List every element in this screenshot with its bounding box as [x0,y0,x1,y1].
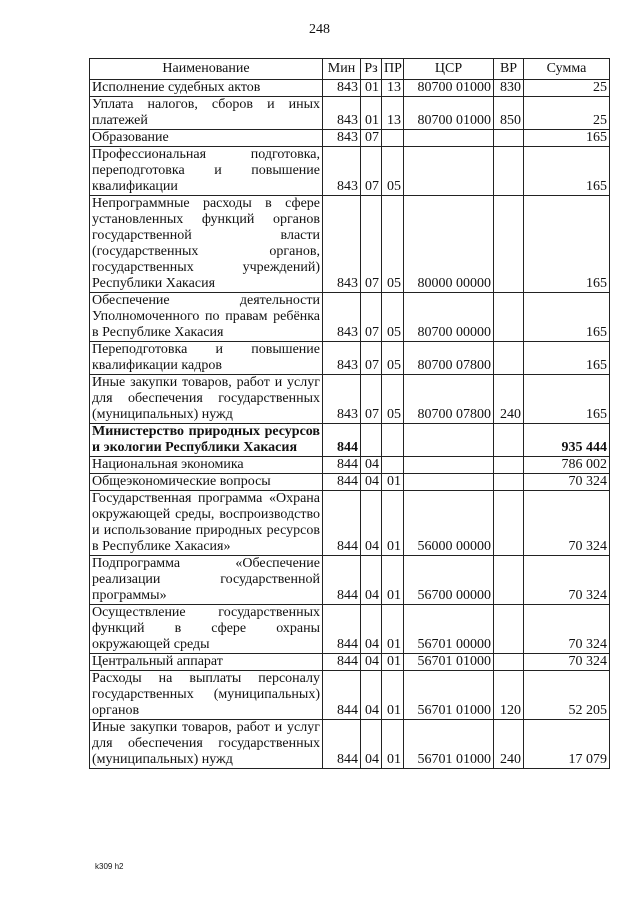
row-sum-cell: 70 324 [524,556,610,605]
row-name-cell: Иные закупки товаров, работ и услуг для обеспечения государственных (муниципальных) нужд [90,720,323,769]
row-pr-cell: 01 [382,474,404,491]
row-vr-cell [494,654,524,671]
header-vr: ВР [494,59,524,80]
table-row [90,556,610,605]
budget-table [89,58,610,769]
row-name-cell: Обеспечение деятельности Уполномоченного по правам ребёнка в Республике Хакасия [90,293,323,342]
row-rz-cell [361,424,382,457]
row-csr-cell: 80700 07800 [404,375,494,424]
row-csr-cell: 56700 00000 [404,556,494,605]
row-min-cell: 844 [323,424,361,457]
row-csr-cell: 80000 00000 [404,196,494,293]
table-header-row [90,59,610,80]
table-row [90,375,610,424]
row-rz-cell: 04 [361,556,382,605]
row-name-cell: Исполнение судебных актов [90,80,323,97]
row-sum-cell: 165 [524,196,610,293]
row-rz-cell: 04 [361,605,382,654]
row-min-cell: 843 [323,80,361,97]
table-row [90,605,610,654]
table-row [90,491,610,556]
row-pr-cell: 05 [382,342,404,375]
row-rz-cell: 07 [361,196,382,293]
row-name-cell: Иные закупки товаров, работ и услуг для обеспечения государственных (муниципальных) нужд [90,375,323,424]
row-rz-cell: 04 [361,720,382,769]
table-row [90,97,610,130]
row-name-cell: Национальная экономика [90,457,323,474]
row-min-cell: 843 [323,130,361,147]
footer-code: k309 h2 [95,862,124,871]
row-vr-cell [494,556,524,605]
row-pr-cell: 05 [382,375,404,424]
row-vr-cell: 120 [494,671,524,720]
row-pr-cell: 05 [382,293,404,342]
row-pr-cell [382,130,404,147]
row-vr-cell [494,147,524,196]
table-body [90,80,610,769]
table-row [90,424,610,457]
row-vr-cell [494,474,524,491]
row-csr-cell: 80700 01000 [404,80,494,97]
table-row [90,196,610,293]
row-csr-cell [404,147,494,196]
row-rz-cell: 07 [361,375,382,424]
row-csr-cell [404,457,494,474]
table-row [90,147,610,196]
row-csr-cell [404,474,494,491]
row-rz-cell: 01 [361,80,382,97]
row-min-cell: 843 [323,293,361,342]
row-name-cell: Министерство природных ресурсов и экологии Республики Хакасия [90,424,323,457]
row-sum-cell: 786 002 [524,457,610,474]
row-csr-cell: 80700 07800 [404,342,494,375]
row-sum-cell: 70 324 [524,474,610,491]
row-min-cell: 844 [323,720,361,769]
header-csr: ЦСР [404,59,494,80]
row-min-cell: 844 [323,671,361,720]
row-rz-cell: 04 [361,671,382,720]
row-csr-cell [404,424,494,457]
table-row [90,671,610,720]
row-pr-cell: 05 [382,147,404,196]
row-rz-cell: 07 [361,147,382,196]
row-sum-cell: 70 324 [524,491,610,556]
row-min-cell: 843 [323,342,361,375]
row-min-cell: 844 [323,474,361,491]
row-rz-cell: 04 [361,457,382,474]
row-pr-cell [382,457,404,474]
row-vr-cell [494,342,524,375]
row-pr-cell: 13 [382,80,404,97]
header-name: Наименование [90,59,323,80]
header-rz: Рз [361,59,382,80]
table-row [90,654,610,671]
row-csr-cell: 56701 01000 [404,720,494,769]
row-min-cell: 844 [323,457,361,474]
row-rz-cell: 01 [361,97,382,130]
header-pr: ПР [382,59,404,80]
row-vr-cell [494,130,524,147]
row-min-cell: 843 [323,375,361,424]
row-csr-cell: 56701 00000 [404,605,494,654]
row-sum-cell: 52 205 [524,671,610,720]
row-rz-cell: 04 [361,491,382,556]
row-sum-cell: 935 444 [524,424,610,457]
row-pr-cell: 01 [382,556,404,605]
row-pr-cell: 01 [382,671,404,720]
row-vr-cell [494,457,524,474]
row-name-cell: Государственная программа «Охрана окружающей среды, воспроизводство и использование природных ресурсов в Республике Хакасия» [90,491,323,556]
row-vr-cell [494,293,524,342]
row-vr-cell: 850 [494,97,524,130]
row-rz-cell: 07 [361,130,382,147]
row-min-cell: 844 [323,556,361,605]
row-sum-cell: 25 [524,97,610,130]
row-csr-cell: 56000 00000 [404,491,494,556]
row-sum-cell: 165 [524,342,610,375]
row-sum-cell: 165 [524,130,610,147]
row-name-cell: Расходы на выплаты персоналу государственных (муниципальных) органов [90,671,323,720]
row-sum-cell: 165 [524,147,610,196]
table-row [90,80,610,97]
table-row [90,130,610,147]
table-row [90,342,610,375]
table-row [90,720,610,769]
row-sum-cell: 17 079 [524,720,610,769]
row-vr-cell [494,424,524,457]
row-name-cell: Общеэкономические вопросы [90,474,323,491]
row-min-cell: 844 [323,654,361,671]
row-pr-cell [382,424,404,457]
row-sum-cell: 25 [524,80,610,97]
row-sum-cell: 165 [524,375,610,424]
row-name-cell: Подпрограмма «Обеспечение реализации государственной программы» [90,556,323,605]
row-vr-cell: 240 [494,720,524,769]
header-min: Мин [323,59,361,80]
row-rz-cell: 04 [361,474,382,491]
row-sum-cell: 70 324 [524,605,610,654]
row-pr-cell: 01 [382,491,404,556]
row-min-cell: 844 [323,605,361,654]
row-vr-cell: 240 [494,375,524,424]
row-name-cell: Непрограммные расходы в сфере установленных функций органов государственной власти (государственных органов, государственных учреждений) Республики Хакасия [90,196,323,293]
row-rz-cell: 04 [361,654,382,671]
row-vr-cell: 830 [494,80,524,97]
row-pr-cell: 01 [382,605,404,654]
row-rz-cell: 07 [361,293,382,342]
table-row [90,293,610,342]
row-csr-cell [404,130,494,147]
header-sum: Сумма [524,59,610,80]
row-name-cell: Центральный аппарат [90,654,323,671]
row-pr-cell: 13 [382,97,404,130]
row-name-cell: Осуществление государственных функций в сфере охраны окружающей среды [90,605,323,654]
row-vr-cell [494,605,524,654]
row-min-cell: 843 [323,147,361,196]
row-pr-cell: 05 [382,196,404,293]
row-name-cell: Переподготовка и повышение квалификации кадров [90,342,323,375]
row-vr-cell [494,196,524,293]
table-row [90,474,610,491]
row-csr-cell: 56701 01000 [404,671,494,720]
row-csr-cell: 56701 01000 [404,654,494,671]
table-row [90,457,610,474]
page-number: 248 [309,22,330,37]
row-sum-cell: 70 324 [524,654,610,671]
row-name-cell: Профессиональная подготовка, переподготовка и повышение квалификации [90,147,323,196]
row-csr-cell: 80700 00000 [404,293,494,342]
row-name-cell: Уплата налогов, сборов и иных платежей [90,97,323,130]
row-min-cell: 844 [323,491,361,556]
row-min-cell: 843 [323,196,361,293]
row-vr-cell [494,491,524,556]
row-name-cell: Образование [90,130,323,147]
row-min-cell: 843 [323,97,361,130]
row-pr-cell: 01 [382,654,404,671]
row-pr-cell: 01 [382,720,404,769]
row-rz-cell: 07 [361,342,382,375]
row-csr-cell: 80700 01000 [404,97,494,130]
row-sum-cell: 165 [524,293,610,342]
